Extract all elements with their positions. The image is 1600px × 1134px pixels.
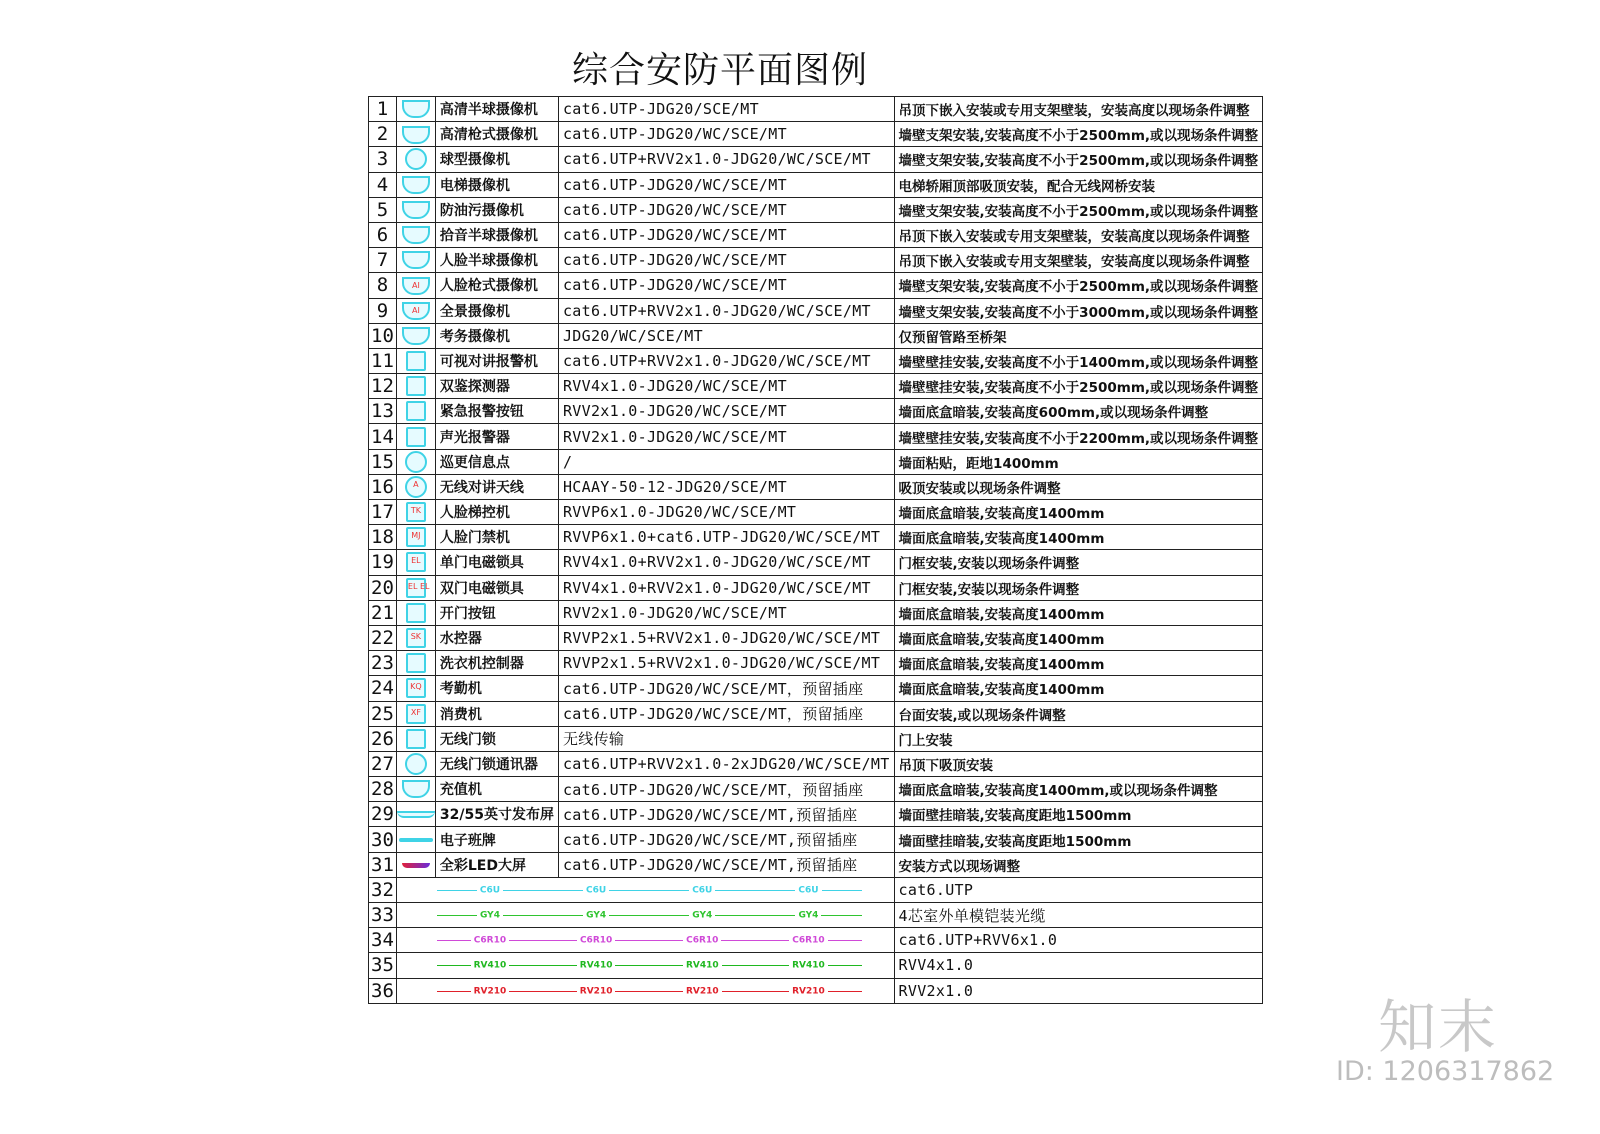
- install-note: 门框安装,安装以现场条件调整: [894, 575, 1262, 600]
- table-row: [369, 827, 1263, 852]
- cable-spec: RVVP6x1.0+cat6.UTP-JDG20/WC/SCE/MT: [558, 525, 894, 550]
- install-note: 吊顶下嵌入安装或专用支架壁装，安装高度以现场条件调整: [894, 222, 1262, 247]
- device-name: 无线对讲天线: [435, 474, 558, 499]
- device-name: 洗衣机控制器: [435, 651, 558, 676]
- row-number: 22: [369, 625, 397, 650]
- class-board-icon: [399, 838, 433, 842]
- antenna-icon: [405, 476, 427, 498]
- cable-spec: RVV4x1.0+RVV2x1.0-JDG20/WC/SCE/MT: [558, 575, 894, 600]
- device-name: 声光报警器: [435, 424, 558, 449]
- row-number: 9: [369, 298, 397, 323]
- panic-button-icon: [406, 401, 426, 421]
- install-note: 门框安装,安装以现场条件调整: [894, 550, 1262, 575]
- table-row: [369, 298, 1263, 323]
- device-name: 考务摄像机: [435, 323, 558, 348]
- row-number: 23: [369, 651, 397, 676]
- install-note: 墙面底盒暗装,安装高度1400mm,或以现场条件调整: [894, 777, 1262, 802]
- table-row: [369, 575, 1263, 600]
- device-name: 防油污摄像机: [435, 197, 558, 222]
- table-row: [369, 474, 1263, 499]
- cable-spec: cat6.UTP+RVV2x1.0-JDG20/WC/SCE/MT: [558, 147, 894, 172]
- line-label: RV410: [683, 961, 722, 971]
- icon-badge: KQ: [410, 682, 422, 692]
- install-note: 墙面壁挂暗装,安装高度距地1500mm: [894, 827, 1262, 852]
- install-note: 墙壁支架安装,安装高度不小于2500mm,或以现场条件调整: [894, 197, 1262, 222]
- table-row: [369, 172, 1263, 197]
- table-row: [369, 852, 1263, 877]
- install-note: 门上安装: [894, 726, 1262, 751]
- cable-spec: RVVP2x1.5+RVV2x1.0-JDG20/WC/SCE/MT: [558, 625, 894, 650]
- table-row: [369, 273, 1263, 298]
- row-number: 18: [369, 525, 397, 550]
- device-name: 人脸半球摄像机: [435, 248, 558, 273]
- install-note: 墙壁壁挂安装,安装高度不小于2200mm,或以现场条件调整: [894, 424, 1262, 449]
- install-note: 墙面底盒暗装,安装高度1400mm: [894, 651, 1262, 676]
- audio-dome-camera-icon: [402, 226, 430, 244]
- watermark-logo: 知末: [1378, 993, 1499, 1061]
- install-note: 吸顶安装或以现场条件调整: [894, 474, 1262, 499]
- icon-badge: MJ: [411, 531, 421, 541]
- line-description: cat6.UTP: [894, 877, 1262, 902]
- line-label: RV210: [577, 986, 616, 996]
- device-name: 全景摄像机: [435, 298, 558, 323]
- double-maglock-icon: [406, 578, 430, 598]
- table-row: [369, 500, 1263, 525]
- install-note: 墙壁支架安装,安装高度不小于3000mm,或以现场条件调整: [894, 298, 1262, 323]
- table-row: [369, 248, 1263, 273]
- face-bullet-camera-icon: [402, 277, 430, 295]
- row-number: 6: [369, 222, 397, 247]
- line-label: C6R10: [471, 936, 509, 946]
- install-note: 墙壁支架安装,安装高度不小于2500mm,或以现场条件调整: [894, 147, 1262, 172]
- table-row: [369, 374, 1263, 399]
- cable-spec: cat6.UTP-JDG20/WC/SCE/MT: [558, 197, 894, 222]
- cable-spec: RVV2x1.0-JDG20/WC/SCE/MT: [558, 424, 894, 449]
- device-name: 电子班牌: [435, 827, 558, 852]
- device-name: 开门按钮: [435, 600, 558, 625]
- install-note: 吊顶下嵌入安装或专用支架壁装，安装高度以现场条件调整: [894, 97, 1262, 122]
- legend-table: [368, 96, 1263, 1004]
- led-screen-icon: [402, 863, 430, 868]
- exam-camera-icon: [402, 327, 430, 345]
- row-number: 31: [369, 852, 397, 877]
- row-number: 19: [369, 550, 397, 575]
- row-number: 3: [369, 147, 397, 172]
- icon-badge: AI: [411, 305, 420, 315]
- line-legend-row: [369, 877, 1263, 902]
- video-intercom-icon: [406, 351, 426, 371]
- table-row: [369, 323, 1263, 348]
- row-number: 33: [369, 903, 397, 928]
- table-row: [369, 701, 1263, 726]
- cable-line-symbol: [437, 986, 862, 1002]
- install-note: 墙壁支架安装,安装高度不小于2500mm,或以现场条件调整: [894, 122, 1262, 147]
- install-note: 墙壁支架安装,安装高度不小于2500mm,或以现场条件调整: [894, 273, 1262, 298]
- table-row: [369, 651, 1263, 676]
- line-legend-row: [369, 978, 1263, 1003]
- table-row: [369, 600, 1263, 625]
- attendance-machine-icon: [406, 678, 426, 698]
- device-name: 人脸梯控机: [435, 500, 558, 525]
- table-row: [369, 550, 1263, 575]
- cable-spec: cat6.UTP+RVV2x1.0-JDG20/WC/SCE/MT: [558, 298, 894, 323]
- table-row: [369, 726, 1263, 751]
- cable-spec: RVVP2x1.5+RVV2x1.0-JDG20/WC/SCE/MT: [558, 651, 894, 676]
- row-number: 10: [369, 323, 397, 348]
- table-row: [369, 802, 1263, 827]
- row-number: 24: [369, 676, 397, 701]
- lock-gateway-icon: [405, 753, 427, 775]
- device-name: 拾音半球摄像机: [435, 222, 558, 247]
- cable-line-symbol: [437, 960, 862, 976]
- device-name: 电梯摄像机: [435, 172, 558, 197]
- table-row: [369, 525, 1263, 550]
- cable-spec: cat6.UTP+RVV2x1.0-2xJDG20/WC/SCE/MT: [558, 751, 894, 776]
- row-number: 1: [369, 97, 397, 122]
- device-name: 紧急报警按钮: [435, 399, 558, 424]
- display-screen-icon: [397, 811, 435, 818]
- row-number: 17: [369, 500, 397, 525]
- access-control-icon: [406, 527, 426, 547]
- cable-spec: 无线传输: [558, 726, 894, 751]
- cable-spec: cat6.UTP-JDG20/WC/SCE/MT,预留插座: [558, 852, 894, 877]
- cable-spec: RVV4x1.0+RVV2x1.0-JDG20/WC/SCE/MT: [558, 550, 894, 575]
- device-name: 充值机: [435, 777, 558, 802]
- cable-spec: cat6.UTP-JDG20/WC/SCE/MT: [558, 222, 894, 247]
- table-row: [369, 122, 1263, 147]
- line-label: RV210: [683, 986, 722, 996]
- line-label: GY4: [795, 911, 821, 921]
- cable-spec: RVV4x1.0-JDG20/WC/SCE/MT: [558, 374, 894, 399]
- icon-badge: A: [413, 479, 419, 489]
- cable-spec: cat6.UTP-JDG20/WC/SCE/MT: [558, 122, 894, 147]
- device-name: 单门电磁锁具: [435, 550, 558, 575]
- top-up-machine-icon: [402, 780, 430, 798]
- table-row: [369, 97, 1263, 122]
- line-label: C6U: [477, 885, 503, 895]
- table-row: [369, 348, 1263, 373]
- install-note: 吊顶下嵌入安装或专用支架壁装，安装高度以现场条件调整: [894, 248, 1262, 273]
- line-label: GY4: [477, 911, 503, 921]
- table-row: [369, 625, 1263, 650]
- install-note: 吊顶下吸顶安装: [894, 751, 1262, 776]
- install-note: 安装方式以现场调整: [894, 852, 1262, 877]
- device-name: 人脸枪式摄像机: [435, 273, 558, 298]
- row-number: 8: [369, 273, 397, 298]
- line-legend-row: [369, 928, 1263, 953]
- install-note: 台面安装,或以现场条件调整: [894, 701, 1262, 726]
- line-description: cat6.UTP+RVV6x1.0: [894, 928, 1262, 953]
- device-name: 全彩LED大屏: [435, 852, 558, 877]
- cable-spec: RVVP6x1.0-JDG20/WC/SCE/MT: [558, 500, 894, 525]
- line-label: GY4: [689, 911, 715, 921]
- table-row: [369, 222, 1263, 247]
- row-number: 26: [369, 726, 397, 751]
- row-number: 14: [369, 424, 397, 449]
- washer-controller-icon: [406, 653, 426, 673]
- line-label: C6R10: [577, 936, 615, 946]
- row-number: 12: [369, 374, 397, 399]
- line-label: C6U: [689, 885, 715, 895]
- device-name: 双鉴探测器: [435, 374, 558, 399]
- dome-camera-icon: [402, 100, 430, 118]
- row-number: 4: [369, 172, 397, 197]
- row-number: 28: [369, 777, 397, 802]
- face-dome-camera-icon: [402, 251, 430, 269]
- install-note: 电梯轿厢顶部吸顶安装，配合无线网桥安装: [894, 172, 1262, 197]
- row-number: 30: [369, 827, 397, 852]
- row-number: 20: [369, 575, 397, 600]
- line-label: C6R10: [683, 936, 721, 946]
- line-label: RV410: [789, 961, 828, 971]
- elevator-camera-icon: [402, 176, 430, 194]
- table-row: [369, 197, 1263, 222]
- line-label: GY4: [583, 911, 609, 921]
- line-label: RV410: [471, 961, 510, 971]
- table-row: [369, 399, 1263, 424]
- install-note: 仅预留管路至桥架: [894, 323, 1262, 348]
- device-name: 高清半球摄像机: [435, 97, 558, 122]
- row-number: 34: [369, 928, 397, 953]
- icon-badge: SK: [410, 632, 422, 642]
- cable-spec: HCAAY-50-12-JDG20/SCE/MT: [558, 474, 894, 499]
- device-name: 球型摄像机: [435, 147, 558, 172]
- row-number: 7: [369, 248, 397, 273]
- icon-badge: AI: [411, 280, 420, 290]
- install-note: 墙面底盒暗装,安装高度600mm,或以现场条件调整: [894, 399, 1262, 424]
- device-name: 无线门锁: [435, 726, 558, 751]
- install-note: 墙面底盒暗装,安装高度1400mm: [894, 525, 1262, 550]
- cable-spec: /: [558, 449, 894, 474]
- water-controller-icon: [406, 628, 426, 648]
- cable-spec: RVV2x1.0-JDG20/WC/SCE/MT: [558, 600, 894, 625]
- cable-spec: cat6.UTP-JDG20/WC/SCE/MT，预留插座: [558, 701, 894, 726]
- device-name: 消费机: [435, 701, 558, 726]
- dual-detector-icon: [406, 376, 426, 396]
- cable-spec: cat6.UTP-JDG20/WC/SCE/MT: [558, 248, 894, 273]
- bullet-camera-icon: [402, 126, 430, 144]
- device-name: 高清枪式摄像机: [435, 122, 558, 147]
- install-note: 墙面底盒暗装,安装高度1400mm: [894, 500, 1262, 525]
- cable-line-symbol: [437, 935, 862, 951]
- install-note: 墙面底盒暗装,安装高度1400mm: [894, 676, 1262, 701]
- install-note: 墙壁壁挂安装,安装高度不小于2500mm,或以现场条件调整: [894, 374, 1262, 399]
- line-label: C6U: [795, 885, 821, 895]
- row-number: 32: [369, 877, 397, 902]
- watermark-id: ID: 1206317862: [1336, 1056, 1555, 1087]
- cable-spec: cat6.UTP-JDG20/WC/SCE/MT,预留插座: [558, 802, 894, 827]
- cable-line-symbol: [437, 910, 862, 926]
- row-number: 29: [369, 802, 397, 827]
- table-row: [369, 424, 1263, 449]
- row-number: 13: [369, 399, 397, 424]
- pos-machine-icon: [406, 704, 426, 724]
- cable-line-symbol: [437, 885, 862, 901]
- icon-badge: TK: [410, 506, 421, 516]
- single-maglock-icon: [406, 552, 426, 572]
- table-row: [369, 751, 1263, 776]
- device-name: 人脸门禁机: [435, 525, 558, 550]
- device-name: 考勤机: [435, 676, 558, 701]
- row-number: 21: [369, 600, 397, 625]
- line-label: C6U: [583, 885, 609, 895]
- oilproof-camera-icon: [402, 201, 430, 219]
- strobe-siren-icon: [406, 427, 426, 447]
- cable-spec: cat6.UTP-JDG20/WC/SCE/MT: [558, 273, 894, 298]
- device-name: 32/55英寸发布屏: [435, 802, 558, 827]
- table-row: [369, 449, 1263, 474]
- icon-badge: EL: [411, 556, 421, 566]
- elevator-control-icon: [406, 502, 426, 522]
- cable-spec: cat6.UTP-JDG20/SCE/MT: [558, 97, 894, 122]
- line-label: C6R10: [789, 936, 827, 946]
- row-number: 25: [369, 701, 397, 726]
- row-number: 5: [369, 197, 397, 222]
- wireless-lock-icon: [406, 729, 426, 749]
- cable-spec: cat6.UTP-JDG20/WC/SCE/MT，预留插座: [558, 676, 894, 701]
- line-description: 4芯室外单模铠装光缆: [894, 903, 1262, 928]
- table-row: [369, 676, 1263, 701]
- row-number: 2: [369, 122, 397, 147]
- table-row: [369, 777, 1263, 802]
- page-title: 综合安防平面图例: [571, 50, 868, 91]
- device-name: 水控器: [435, 625, 558, 650]
- install-note: 墙面底盒暗装,安装高度1400mm: [894, 600, 1262, 625]
- device-name: 双门电磁锁具: [435, 575, 558, 600]
- device-name: 可视对讲报警机: [435, 348, 558, 373]
- line-description: RVV2x1.0: [894, 978, 1262, 1003]
- row-number: 11: [369, 348, 397, 373]
- install-note: 墙面壁挂暗装,安装高度距地1500mm: [894, 802, 1262, 827]
- cable-spec: cat6.UTP-JDG20/WC/SCE/MT: [558, 172, 894, 197]
- line-legend-row: [369, 953, 1263, 978]
- table-row: [369, 147, 1263, 172]
- door-button-icon: [406, 603, 426, 623]
- device-name: 无线门锁通讯器: [435, 751, 558, 776]
- ball-camera-icon: [405, 148, 427, 170]
- line-label: RV410: [577, 961, 616, 971]
- row-number: 35: [369, 953, 397, 978]
- line-legend-row: [369, 903, 1263, 928]
- cable-spec: cat6.UTP-JDG20/WC/SCE/MT,预留插座: [558, 827, 894, 852]
- panoramic-camera-icon: [402, 302, 430, 320]
- row-number: 15: [369, 449, 397, 474]
- device-name: 巡更信息点: [435, 449, 558, 474]
- row-number: 36: [369, 978, 397, 1003]
- icon-badge: XF: [410, 707, 421, 717]
- line-label: RV210: [789, 986, 828, 996]
- install-note: 墙面粘贴，距地1400mm: [894, 449, 1262, 474]
- cable-spec: cat6.UTP-JDG20/WC/SCE/MT，预留插座: [558, 777, 894, 802]
- cable-spec: JDG20/WC/SCE/MT: [558, 323, 894, 348]
- cable-spec: RVV2x1.0-JDG20/WC/SCE/MT: [558, 399, 894, 424]
- icon-badge: EL EL: [407, 581, 430, 591]
- install-note: 墙面底盒暗装,安装高度1400mm: [894, 625, 1262, 650]
- patrol-point-icon: [405, 451, 427, 473]
- line-label: RV210: [471, 986, 510, 996]
- install-note: 墙壁壁挂安装,安装高度不小于1400mm,或以现场条件调整: [894, 348, 1262, 373]
- cable-spec: cat6.UTP+RVV2x1.0-JDG20/WC/SCE/MT: [558, 348, 894, 373]
- row-number: 16: [369, 474, 397, 499]
- line-description: RVV4x1.0: [894, 953, 1262, 978]
- row-number: 27: [369, 751, 397, 776]
